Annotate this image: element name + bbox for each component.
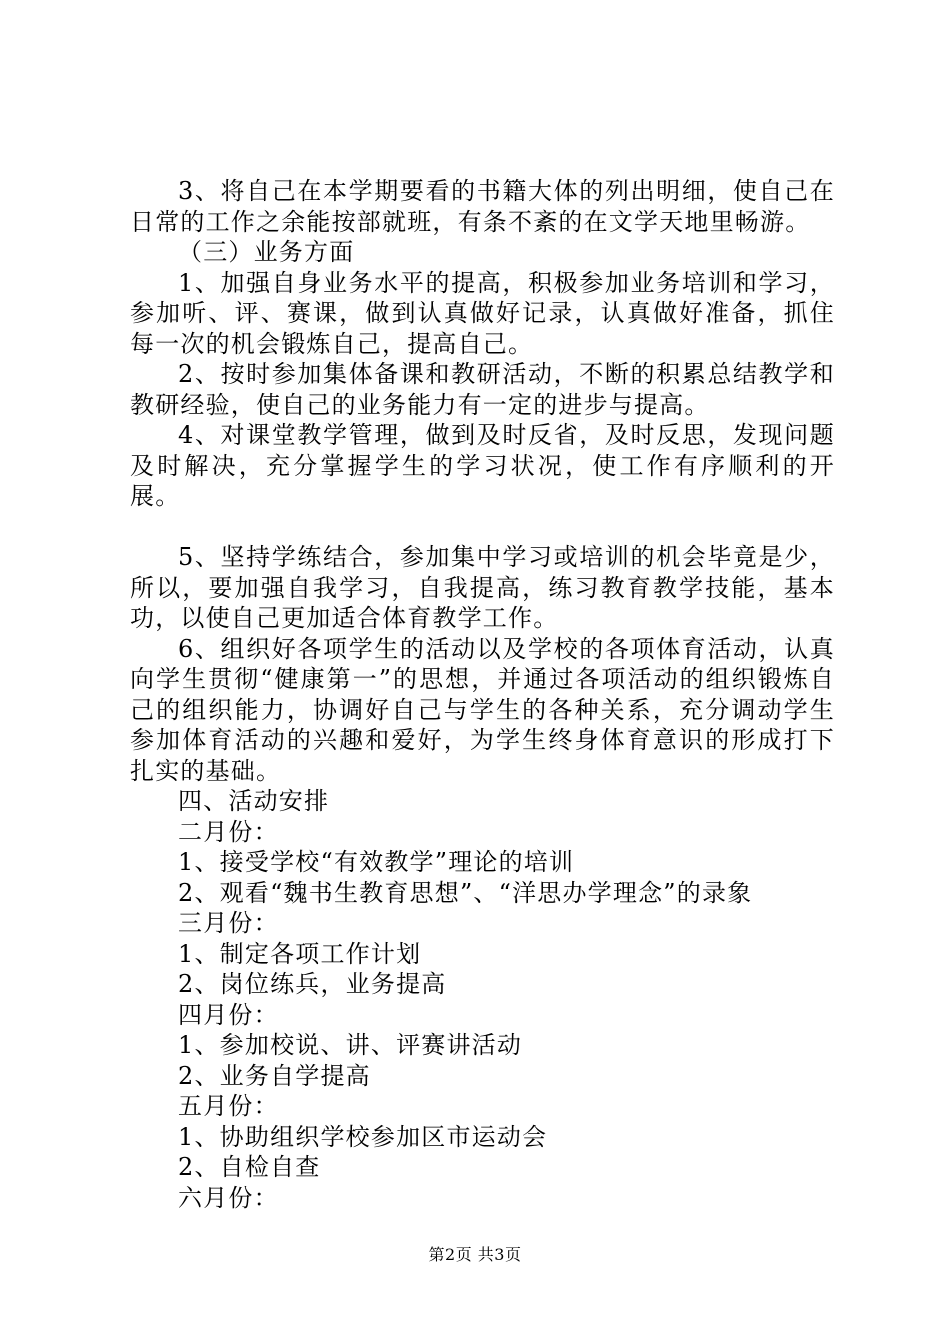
list-item: 2、观看“魏书生教育思想”、“洋思办学理念”的录象	[178, 878, 753, 907]
paragraph-lesson-prep: 2、按时参加集体备课和教研活动，不断的积累总结教学和教研经验，使自己的业务能力有一定的进步与提高。	[130, 360, 835, 419]
document-body	[130, 176, 835, 1213]
section-heading-business: （三）业务方面	[178, 238, 355, 266]
paragraph-reading-plan: 3、将自己在本学期要看的书籍大体的列出明细，使自己在日常的工作之余能按部就班，有条不紊的在文学天地里畅游。	[130, 177, 835, 236]
list-item: 1、制定各项工作计划	[178, 939, 422, 968]
paragraph-training: 1、加强自身业务水平的提高，积极参加业务培训和学习，参加听、评、赛课，做到认真做好记录，认真做好准备，抓住每一次的机会锻炼自己，提高自己。	[130, 268, 835, 358]
page-footer: 第2页 共3页	[428, 1245, 522, 1264]
paragraph-activities: 6、组织好各项学生的活动以及学校的各项体育活动，认真向学生贯彻“健康第一”的思想，并通过各项活动的组织锻炼自己的组织能力，协调好自己与学生的各种关系，充分调动学生参加体育活动的兴趣和爱好，为学生终身体育意识的形成打下扎实的基础。	[130, 634, 835, 785]
section-heading-schedule: 四、活动安排	[178, 787, 330, 815]
list-item: 1、参加校说、讲、评赛讲活动	[178, 1031, 523, 1059]
month-march: 三月份：	[178, 909, 279, 937]
month-february: 二月份：	[178, 817, 279, 846]
month-may: 五月份：	[178, 1092, 279, 1120]
list-item: 1、协助组织学校参加区市运动会	[178, 1122, 548, 1151]
paragraph-self-study: 5、坚持学练结合，参加集中学习或培训的机会毕竟是少，所以，要加强自我学习，自我提高，练习教育教学技能，基本功，以使自己更加适合体育教学工作。	[130, 543, 835, 632]
paragraph-classroom-management: 4、对课堂教学管理，做到及时反省，及时反思，发现问题及时解决，充分掌握学生的学习状况，使工作有序顺利的开展。	[130, 421, 835, 510]
list-item: 1、接受学校“有效教学”理论的培训	[178, 848, 575, 876]
month-april: 四月份：	[178, 1000, 279, 1029]
blank-line	[130, 512, 835, 543]
list-item: 2、自检自查	[178, 1153, 321, 1181]
list-item: 2、岗位练兵，业务提高	[178, 970, 447, 998]
month-june: 六月份：	[178, 1183, 279, 1212]
list-item: 2、业务自学提高	[178, 1061, 371, 1090]
